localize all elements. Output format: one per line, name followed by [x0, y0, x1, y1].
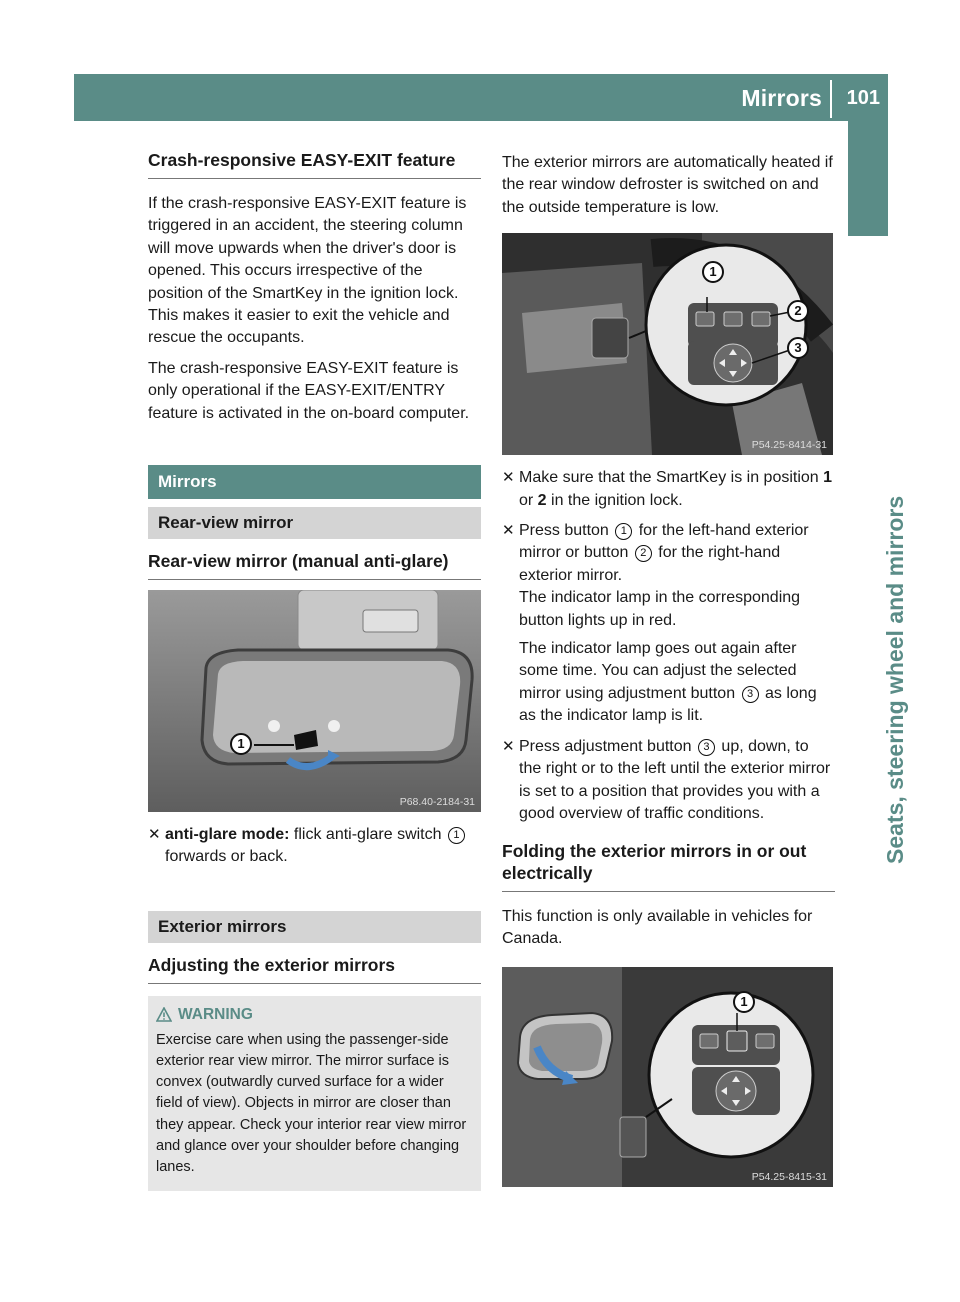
arrow-marker-icon: ✕: [502, 522, 515, 540]
section-mirrors: Mirrors: [148, 465, 481, 499]
arrow-marker-icon: ✕: [502, 469, 515, 487]
step-result: The indicator lamp in the corresponding button lights up in red.: [519, 589, 801, 629]
callout-1: 1: [733, 991, 755, 1013]
callout-2: 2: [635, 545, 652, 562]
header-title: Mirrors: [741, 85, 822, 111]
arrow-marker-icon: ✕: [502, 737, 515, 755]
callout-3: 3: [742, 686, 759, 703]
warning-box: [148, 996, 481, 1191]
page-number: 101: [846, 87, 880, 109]
step-text: Press adjustment button: [519, 737, 696, 755]
warning-text: Exercise care when using the passenger-side exterior rear view mirror. The mirror surface is convex (outwardly curved surface for a wider field of view). Objects in mirror are closer than they appear. Check your interior rear view mirror and glance over your shoulder before changing lanes.: [156, 1031, 467, 1176]
callout-3: 3: [787, 337, 809, 359]
step-text: Press button: [519, 522, 614, 540]
page-header: [74, 74, 888, 121]
callout-1: 1: [615, 523, 632, 540]
crash-paragraph-1: If the crash-responsive EASY-EXIT feature is triggered in an accident, the steering column will move upwards when the driver's door is opened. This occurs irrespective of the position of the SmartKey in the ignition lock. This makes it easier to exit the vehicle and rescue the occupants.: [148, 194, 467, 347]
step-label: anti-glare mode:: [165, 825, 290, 843]
step-text: up, down, to the right or to the left until the exterior mirror is set to a position that provides you with a good overview of traffic conditions.: [519, 737, 831, 822]
callout-2: 2: [787, 300, 809, 322]
right-column: [502, 150, 835, 1187]
callout-1: 1: [702, 261, 724, 283]
step-adjust: [502, 736, 835, 826]
heated-paragraph: The exterior mirrors are automatically heated if the rear window defroster is switched on and the outside temperature is low.: [502, 154, 833, 216]
step-smartkey: [502, 467, 835, 512]
step-text: in the ignition lock.: [546, 491, 683, 509]
step-press-button: [502, 520, 835, 728]
arrow-marker-icon: ✕: [148, 825, 161, 843]
position-1: 1: [823, 469, 833, 487]
step-text: forwards or back.: [165, 848, 288, 866]
step-note: [519, 638, 835, 728]
chapter-tab: [848, 121, 888, 236]
subsection-rearview: Rear-view mirror: [148, 507, 481, 539]
callout-3: 3: [698, 739, 715, 756]
step-text: flick anti-glare switch: [289, 825, 446, 843]
chapter-title: Seats, steering wheel and mirrors: [882, 495, 908, 864]
fold-switch-figure: [502, 967, 833, 1187]
rearview-heading: Rear-view mirror (manual anti-glare): [148, 551, 481, 580]
warning-title: WARNING: [178, 1005, 253, 1023]
header-divider: [830, 80, 832, 118]
door-switch-illustration: [502, 233, 833, 455]
position-2: 2: [537, 491, 547, 509]
callout-1: 1: [230, 733, 252, 755]
step-text: or: [519, 491, 538, 509]
fold-switch-illustration: [502, 967, 833, 1187]
step-text: as long as the indicator lamp is lit.: [519, 684, 817, 725]
left-column: [148, 150, 481, 1191]
step-anti-glare: [148, 824, 481, 869]
rearview-mirror-figure: [148, 590, 481, 812]
warning-header: [156, 1006, 473, 1024]
rearview-mirror-illustration: [148, 590, 481, 812]
step-text: Make sure that the SmartKey is in position: [519, 469, 824, 487]
fold-heading: Folding the exterior mirrors in or out electrically: [502, 841, 835, 892]
figure-code: P54.25-8415-31: [751, 1170, 827, 1183]
callout-1: 1: [448, 827, 465, 844]
door-switch-figure: [502, 233, 833, 455]
step-text: for the right-hand exterior mirror.: [519, 544, 781, 584]
warning-triangle-icon: [156, 1007, 172, 1022]
adjust-heading: Adjusting the exterior mirrors: [148, 955, 481, 984]
step-text: for the left-hand exterior mirror or button: [519, 522, 809, 562]
figure-code: P68.40-2184-31: [399, 795, 475, 808]
fold-paragraph: This function is only available in vehicles for Canada.: [502, 908, 813, 948]
crash-heading: Crash-responsive EASY-EXIT feature: [148, 150, 481, 179]
figure-code: P54.25-8414-31: [751, 439, 827, 452]
crash-paragraph-2: The crash-responsive EASY-EXIT feature is only operational if the EASY-EXIT/ENTRY feature is activated in the on-board computer.: [148, 359, 470, 422]
step-text: The indicator lamp goes out again after some time. You can adjust the selected mirror using adjustment button: [519, 640, 797, 702]
subsection-exterior: Exterior mirrors: [148, 911, 481, 943]
